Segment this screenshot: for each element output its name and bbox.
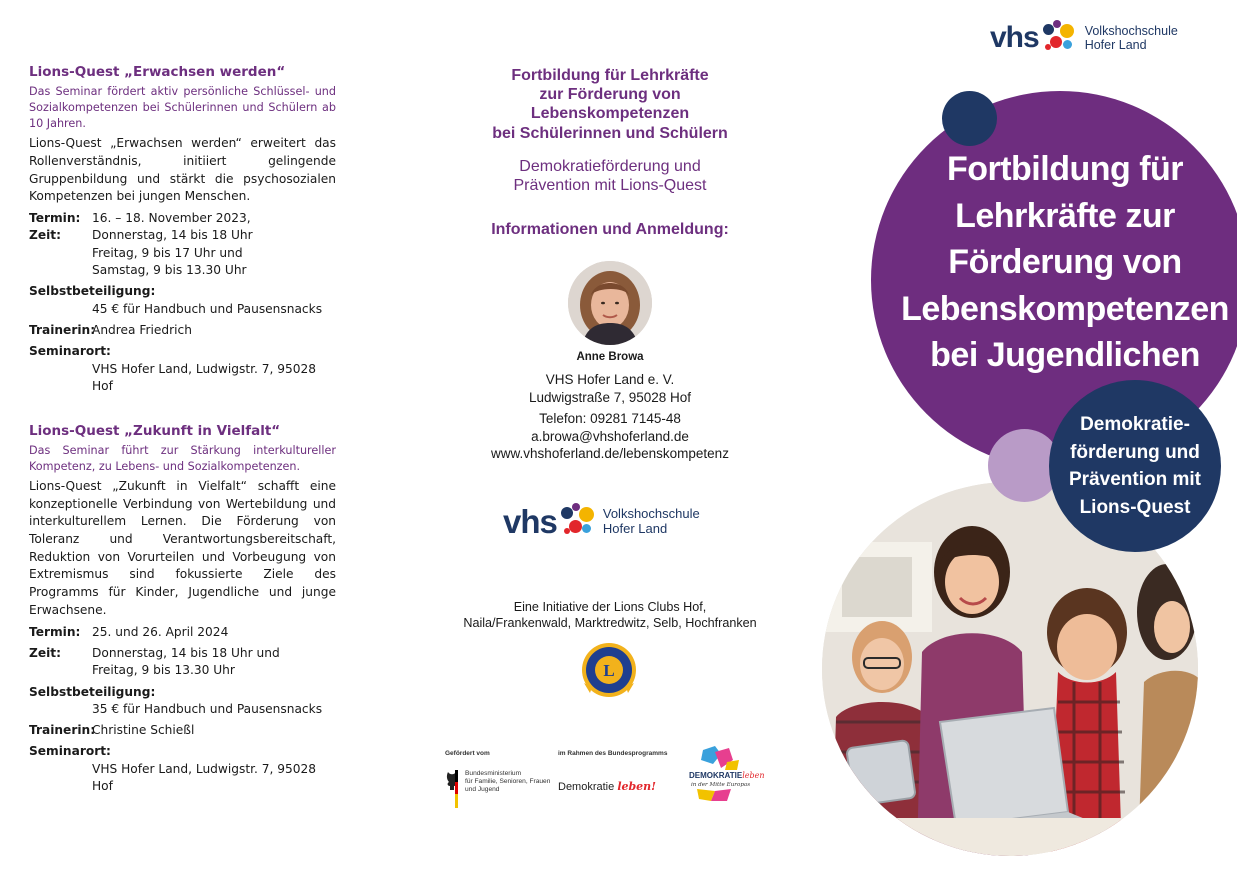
demokratie-main-word: DEMOKRATIE [689, 771, 743, 780]
lions-emblem-icon [580, 641, 638, 699]
badge-line: Demokratie- [1080, 414, 1190, 435]
gefoerdert-label: Gefördert vom [445, 750, 490, 757]
zeit-line: Samstag, 9 bis 13.30 Uhr [92, 262, 247, 277]
trainerin-value: Christine Schießl [92, 723, 195, 738]
zeit-label: Zeit: [29, 228, 61, 243]
demokratie-mitte-logo [689, 744, 779, 814]
demokratie-leben-logo [558, 780, 656, 793]
vhs-logo-line1: Volkshochschule [1084, 23, 1178, 38]
termin-label: Termin: [29, 211, 81, 225]
vhs-logo-middle [503, 503, 700, 541]
title-line: bei Schülerinnen und Schülern [492, 124, 728, 142]
demokratie-sub: in der Mitte Europas [691, 782, 751, 788]
trainerin-row [29, 322, 336, 339]
termin-value: 16. – 18. November 2023, [92, 211, 251, 225]
leben-word: leben! [617, 780, 657, 793]
vhs-logo-line2: Hofer Land [602, 521, 668, 536]
vhs-logo-name [1085, 24, 1178, 53]
vhs-logo-word: vhs [990, 21, 1039, 54]
contact-website[interactable]: www.vhshoferland.de/lebenskompetenz [491, 446, 729, 462]
vhs-logo-line2: Hofer Land [1084, 38, 1147, 52]
trainerin-value: Andrea Friedrich [92, 322, 192, 337]
zeit-line: Donnerstag, 14 bis 18 Uhr und [92, 645, 280, 660]
beteiligung-value: 35 € für Handbuch und Pausensnacks [92, 701, 323, 716]
demokratie-bottom-icon [697, 789, 737, 803]
course-intro: Das Seminar fördert aktiv persönliche Schlüssel- und Sozialkompetenzen bei Schülerinnen und Schülern ab 10 Jahren. [29, 84, 336, 131]
contact-details [445, 371, 775, 463]
zeit-line: Freitag, 9 bis 17 Uhr und [92, 245, 243, 260]
info-heading: Informationen und Anmeldung: [491, 221, 729, 239]
ministerium-line: und Jugend [465, 786, 500, 794]
vhs-logo-dots [559, 503, 599, 541]
funders-row [443, 750, 783, 820]
seminarort-label: Seminarort: [29, 344, 111, 359]
subtitle-line: Demokratieförderung und [519, 157, 701, 175]
subtitle-line: Prävention mit Lions-Quest [513, 176, 707, 194]
cover-title [880, 146, 1237, 379]
middle-panel [445, 66, 775, 463]
zeit-row [29, 645, 336, 680]
demokratie-script-word: leben [742, 771, 765, 780]
trainerin-label: Trainerin: [29, 322, 96, 337]
cover-title-line: Förderung von [948, 243, 1182, 281]
federal-eagle-icon [445, 770, 459, 810]
rahmen-label: im Rahmen des Bundesprogramms [558, 750, 668, 757]
contact-street: Ludwigstraße 7, 95028 Hof [528, 389, 692, 405]
course-description: Lions-Quest „Erwachsen werden“ erweitert das Rollenverständnis, initiiert gelingende Gruppenbildung und stärkt die psychosozialen Kompetenzen bei jungen Menschen. [29, 136, 336, 204]
navy-dot [942, 91, 997, 146]
ministerium-line: für Familie, Senioren, Frauen [465, 778, 551, 786]
course-title: Lions-Quest „Zukunft in Vielfalt“ [29, 423, 281, 439]
termin-label: Termin: [29, 624, 81, 639]
seminarort-value: VHS Hofer Land, Ludwigstr. 7, 95028 Hof [92, 761, 317, 794]
badge-circle [1049, 380, 1221, 552]
initiative-line: Naila/Frankenwald, Marktredwitz, Selb, Hochfranken [463, 616, 757, 631]
termin-value: 25. und 26. April 2024 [92, 624, 229, 639]
termin-row [29, 624, 336, 641]
contact-name: Anne Browa [576, 351, 644, 364]
seminarort-label: Seminarort: [29, 744, 111, 759]
vhs-logo-top [990, 20, 1178, 56]
portrait-image [568, 261, 652, 345]
cover-title-line: bei Jugendlichen [930, 336, 1200, 374]
trainerin-row [29, 722, 336, 739]
seminarort-value: VHS Hofer Land, Ludwigstr. 7, 95028 Hof [92, 361, 317, 393]
zeit-label: Zeit: [29, 645, 61, 660]
contact-email[interactable]: a.browa@vhshoferland.de [531, 428, 689, 444]
initiative-line: Eine Initiative der Lions Clubs Hof, [513, 600, 707, 614]
zeit-line: Freitag, 9 bis 13.30 Uhr [92, 663, 235, 678]
vhs-logo-line1: Volkshochschule [602, 506, 700, 522]
vhs-logo-dots [1041, 20, 1079, 56]
initiative-text [440, 599, 780, 632]
brochure-title [445, 66, 775, 143]
beteiligung-label: Selbstbeteiligung: [29, 684, 156, 699]
badge-line: Lions-Quest [1079, 496, 1191, 518]
svg-text:L: L [603, 661, 615, 680]
course-title: Lions-Quest „Erwachsen werden“ [29, 64, 286, 80]
zeit-line: Donnerstag, 14 bis 18 Uhr [92, 228, 253, 243]
course-intro: Das Seminar führt zur Stärkung interkultureller Kompetenz, zu Lebens- und Sozialkompetenzen. [29, 443, 336, 473]
contact-portrait [568, 261, 652, 345]
demokratie-word: Demokratie [558, 781, 615, 793]
badge-line: förderung und [1070, 441, 1200, 463]
title-line: Lebenskompetenzen [530, 105, 690, 123]
vhs-logo-name [603, 507, 700, 537]
trainerin-label: Trainerin: [29, 723, 96, 738]
contact-org: VHS Hofer Land e. V. [545, 372, 675, 388]
zeit-row [29, 227, 336, 279]
cover-title-line: Fortbildung für [946, 150, 1184, 188]
course-zukunft-in-vielfalt [29, 423, 336, 795]
vhs-logo-word: vhs [503, 503, 557, 540]
cover-title-line: Lehrkräfte zur [955, 196, 1175, 235]
contact-phone: Telefon: 09281 7145-48 [539, 411, 681, 427]
brochure-subtitle [445, 157, 775, 195]
title-line: zur Förderung von [539, 86, 681, 104]
badge-line: Prävention mit [1069, 469, 1201, 490]
ministerium-name [465, 770, 550, 795]
demokratie-main [689, 771, 765, 780]
termin-row [29, 210, 336, 227]
title-line: Fortbildung für Lehrkräfte [511, 67, 709, 84]
zeit-value [92, 645, 336, 680]
badge-text [1069, 411, 1201, 521]
ministerium-line: Bundesministerium [465, 770, 522, 777]
cover-title-line: Lebenskompetenzen [901, 289, 1229, 328]
beteiligung-value: 45 € für Handbuch und Pausensnacks [92, 301, 323, 316]
demokratie-shapes-icon [699, 744, 743, 772]
zeit-value [92, 227, 336, 279]
course-erwachsen-werden [29, 64, 336, 395]
beteiligung-label: Selbstbeteiligung: [29, 284, 156, 299]
course-description: Lions-Quest „Zukunft in Vielfalt“ schafft eine konzeptionelle Verbindung von Wertebildung und interkulturellem Lernen. Die Förderung von Toleranz und Verantwortungsbereitschaft, Reduktion von Vorurteilen und Vorbeugung von Extremismus sind fokussierte Ziele des Programms für Kinder, Jugendliche und junge Erwachsene. [29, 479, 336, 617]
